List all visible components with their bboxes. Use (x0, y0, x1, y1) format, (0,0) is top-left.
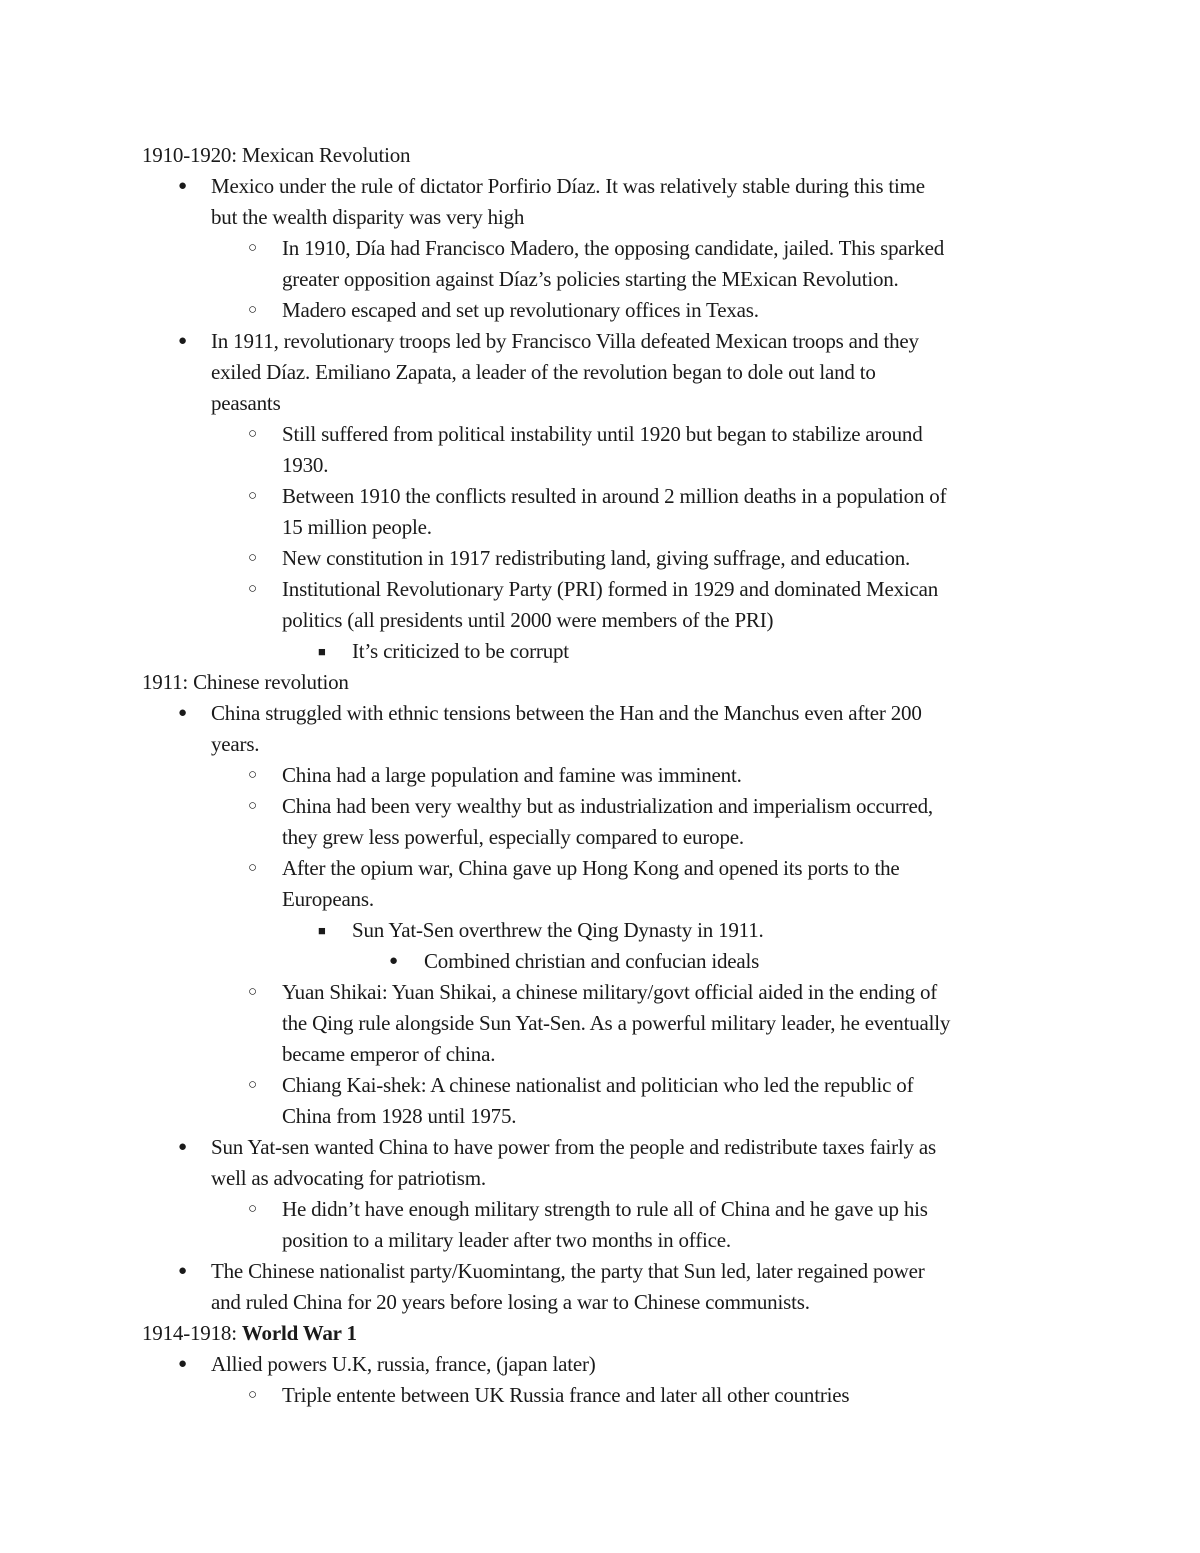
bullet-item-level-2-cont (282, 1101, 516, 1132)
line-text: 15 million people. (282, 515, 432, 539)
circle-bullet-icon: ○ (248, 798, 258, 814)
bullet-item-level-2 (282, 760, 742, 791)
line-text: greater opposition against Díaz’s policies starting the MExican Revolution. (282, 267, 899, 291)
bullet-item-level-1 (211, 698, 922, 729)
line-text: In 1911, revolutionary troops led by Francisco Villa defeated Mexican troops and they (211, 329, 919, 353)
line-text: the Qing rule alongside Sun Yat-Sen. As a powerful military leader, he eventually (282, 1011, 951, 1035)
line-text: but the wealth disparity was very high (211, 205, 525, 229)
line-text: years. (211, 732, 260, 756)
line-text: 1914-1918: (142, 1321, 242, 1345)
bullet-item-level-1 (211, 1132, 936, 1163)
circle-bullet-icon: ○ (248, 984, 258, 1000)
bullet-item-level-3 (352, 915, 764, 946)
bullet-item-level-2 (282, 543, 910, 574)
square-bullet-icon: ■ (318, 644, 326, 659)
bullet-item-level-2 (282, 1194, 928, 1225)
line-text: Yuan Shikai: Yuan Shikai, a chinese military/govt official aided in the ending of (282, 980, 938, 1004)
bullet-item-level-2 (282, 295, 759, 326)
line-text: China had been very wealthy but as industrialization and imperialism occurred, (282, 794, 933, 818)
bullet-item-level-1-cont (211, 1287, 810, 1318)
line-text: He didn’t have enough military strength to rule all of China and he gave up his (282, 1197, 928, 1221)
bullet-item-level-2-cont (282, 1225, 731, 1256)
heading-bold-text: World War 1 (241, 1321, 357, 1345)
section-heading (142, 140, 410, 171)
bullet-item-level-1-cont (211, 1163, 486, 1194)
line-text: Sun Yat-sen wanted China to have power from the people and redistribute taxes fairly as (211, 1135, 936, 1159)
line-text: Madero escaped and set up revolutionary offices in Texas. (282, 298, 759, 322)
bullet-item-level-1-cont (211, 202, 524, 233)
bullet-item-level-1 (211, 1256, 925, 1287)
disc-bullet-icon: ● (178, 1356, 188, 1372)
section-heading (142, 1318, 357, 1349)
line-text: well as advocating for patriotism. (211, 1166, 486, 1190)
line-text: Institutional Revolutionary Party (PRI) formed in 1929 and dominated Mexican (282, 577, 939, 601)
bullet-item-level-1 (211, 1349, 596, 1380)
bullet-item-level-2 (282, 1070, 913, 1101)
bullet-item-level-1-cont (211, 729, 259, 760)
line-text: peasants (211, 391, 281, 415)
bullet-item-level-2 (282, 574, 938, 605)
bullet-item-level-1 (211, 171, 925, 202)
circle-bullet-icon: ○ (248, 1077, 258, 1093)
bullet-item-level-3 (352, 636, 569, 667)
bullet-item-level-2-cont (282, 884, 374, 915)
line-text: and ruled China for 20 years before losing a war to Chinese communists. (211, 1290, 810, 1314)
line-text: New constitution in 1917 redistributing land, giving suffrage, and education. (282, 546, 911, 570)
bullet-item-level-2 (282, 1380, 849, 1411)
bullet-item-level-2 (282, 419, 923, 450)
line-text: Europeans. (282, 887, 374, 911)
bullet-item-level-2 (282, 233, 944, 264)
line-text: It’s criticized to be corrupt (352, 639, 569, 663)
bullet-item-level-2 (282, 853, 900, 884)
disc-bullet-icon: ● (178, 1139, 188, 1155)
line-text: Triple entente between UK Russia france and later all other countries (282, 1383, 850, 1407)
circle-bullet-icon: ○ (248, 1387, 258, 1403)
disc-bullet-icon: ● (178, 1263, 188, 1279)
circle-bullet-icon: ○ (248, 488, 258, 504)
disc-bullet-icon: ● (389, 953, 399, 969)
line-text: politics (all presidents until 2000 were members of the PRI) (282, 608, 774, 632)
bullet-item-level-2-cont (282, 605, 773, 636)
line-text: China had a large population and famine was imminent. (282, 763, 742, 787)
bullet-item-level-2 (282, 791, 933, 822)
circle-bullet-icon: ○ (248, 581, 258, 597)
section-heading (142, 667, 349, 698)
line-text: China struggled with ethnic tensions between the Han and the Manchus even after 200 (211, 701, 922, 725)
line-text: After the opium war, China gave up Hong Kong and opened its ports to the (282, 856, 900, 880)
line-text: they grew less powerful, especially compared to europe. (282, 825, 744, 849)
bullet-item-level-2-cont (282, 1008, 950, 1039)
circle-bullet-icon: ○ (248, 302, 258, 318)
circle-bullet-icon: ○ (248, 550, 258, 566)
line-text: 1930. (282, 453, 329, 477)
circle-bullet-icon: ○ (248, 426, 258, 442)
line-text: Still suffered from political instability until 1920 but began to stabilize around (282, 422, 923, 446)
bullet-item-level-2-cont (282, 264, 899, 295)
line-text: position to a military leader after two months in office. (282, 1228, 731, 1252)
bullet-item-level-1 (211, 326, 919, 357)
line-text: In 1910, Día had Francisco Madero, the opposing candidate, jailed. This sparked (282, 236, 945, 260)
bullet-item-level-2 (282, 977, 937, 1008)
line-text: 1911: Chinese revolution (142, 670, 349, 694)
bullet-item-level-1-cont (211, 388, 281, 419)
disc-bullet-icon: ● (178, 705, 188, 721)
bullet-item-level-2-cont (282, 450, 328, 481)
bullet-item-level-1-cont (211, 357, 876, 388)
bullet-item-level-2-cont (282, 822, 744, 853)
line-text: 1910-1920: Mexican Revolution (142, 143, 411, 167)
disc-bullet-icon: ● (178, 178, 188, 194)
line-text: Chiang Kai-shek: A chinese nationalist and politician who led the republic of (282, 1073, 914, 1097)
line-text: Combined christian and confucian ideals (424, 949, 760, 973)
circle-bullet-icon: ○ (248, 240, 258, 256)
bullet-item-level-2 (282, 481, 946, 512)
bullet-item-level-2-cont (282, 1039, 495, 1070)
bullet-item-level-2-cont (282, 512, 432, 543)
disc-bullet-icon: ● (178, 333, 188, 349)
line-text: Mexico under the rule of dictator Porfirio Díaz. It was relatively stable during this time (211, 174, 925, 198)
bullet-item-level-4 (424, 946, 759, 977)
square-bullet-icon: ■ (318, 923, 326, 938)
line-text: exiled Díaz. Emiliano Zapata, a leader of the revolution began to dole out land to (211, 360, 876, 384)
circle-bullet-icon: ○ (248, 860, 258, 876)
circle-bullet-icon: ○ (248, 1201, 258, 1217)
line-text: Between 1910 the conflicts resulted in around 2 million deaths in a population of (282, 484, 947, 508)
line-text: Allied powers U.K, russia, france, (japan later) (211, 1352, 596, 1376)
line-text: The Chinese nationalist party/Kuomintang, the party that Sun led, later regained power (211, 1259, 925, 1283)
circle-bullet-icon: ○ (248, 767, 258, 783)
line-text: Sun Yat-Sen overthrew the Qing Dynasty in 1911. (352, 918, 764, 942)
line-text: China from 1928 until 1975. (282, 1104, 517, 1128)
line-text: became emperor of china. (282, 1042, 496, 1066)
